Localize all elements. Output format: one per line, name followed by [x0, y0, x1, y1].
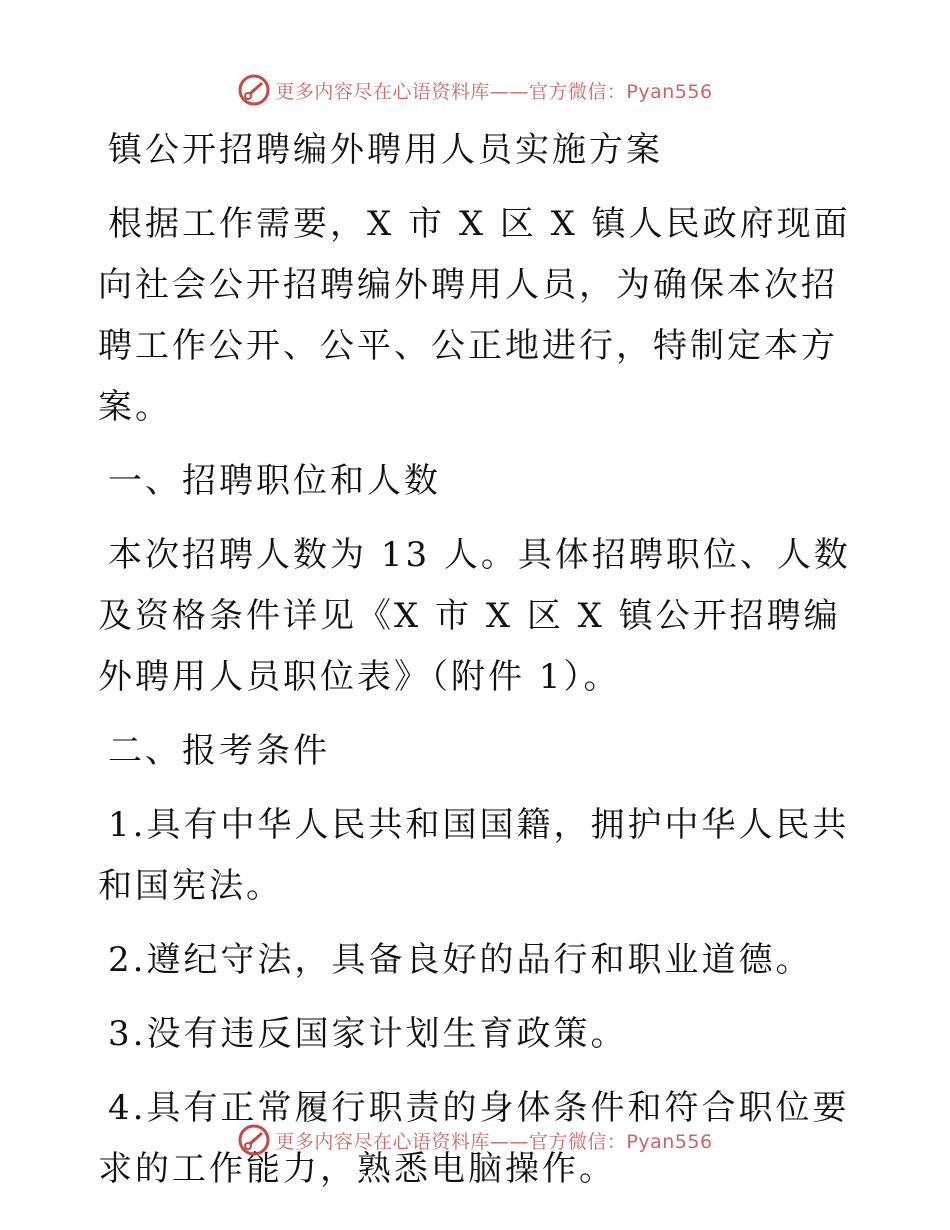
brand-logo-icon: [237, 73, 271, 107]
condition-item-3: 3.没有违反国家计划生育政策。: [108, 1014, 628, 1054]
watermark-text: 更多内容尽在心语资料库——官方微信：Pyan556: [275, 1130, 713, 1153]
section-1-paragraph: 本次招聘人数为 13 人。具体招聘职位、人数及资格条件详见《X 市 X 区 X 镇公开招聘编外聘用人员职位表》（附件 1）。: [98, 535, 851, 697]
watermark-banner-bottom: [0, 1120, 950, 1160]
section-heading-1: 一、招聘职位和人数: [108, 461, 441, 501]
brand-logo-icon: [237, 1123, 271, 1157]
watermark-banner-top: [0, 70, 950, 110]
section-heading-2: 二、报考条件: [108, 731, 330, 771]
condition-item-4: 4.具有正常履行职责的身体条件和符合职位要求的工作能力，熟悉电脑操作。: [98, 1088, 850, 1189]
document-body: [98, 120, 858, 1200]
condition-item-2: 2.遵纪守法，具备良好的品行和职业道德。: [108, 940, 813, 980]
document-title: 镇公开招聘编外聘用人员实施方案: [108, 130, 663, 170]
watermark-text: 更多内容尽在心语资料库——官方微信：Pyan556: [275, 80, 713, 103]
intro-paragraph: 根据工作需要，X 市 X 区 X 镇人民政府现面向社会公开招聘编外聘用人员，为确保本次招聘工作公开、公平、公正地进行，特制定本方案。: [98, 204, 851, 427]
condition-item-1: 1.具有中华人民共和国国籍，拥护中华人民共和国宪法。: [98, 805, 850, 906]
